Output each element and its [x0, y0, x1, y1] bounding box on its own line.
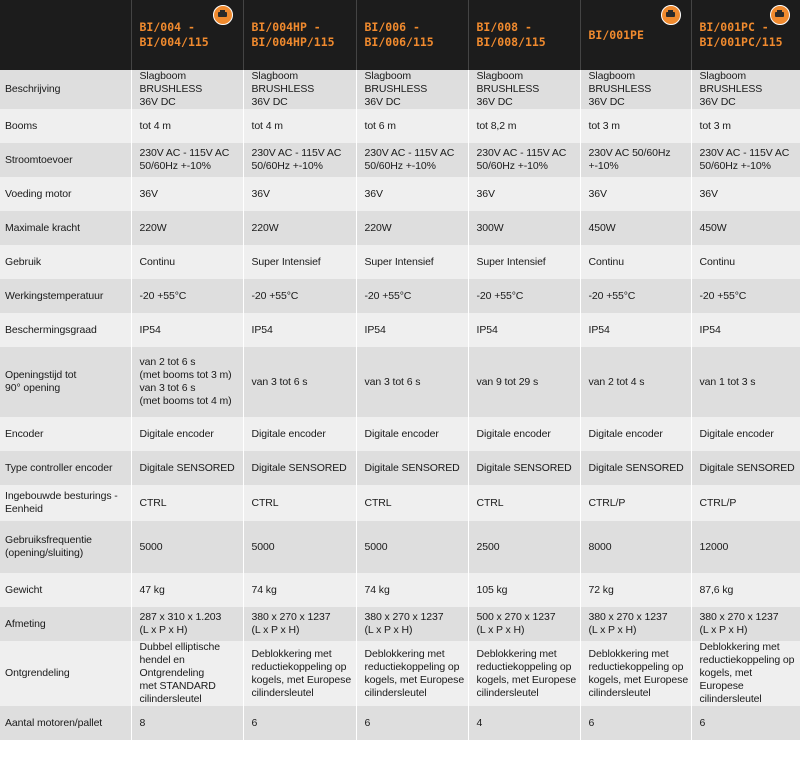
table-cell: tot 3 m: [580, 109, 691, 143]
table-cell: 6: [691, 706, 800, 740]
table-cell: 6: [580, 706, 691, 740]
table-row: [0, 607, 800, 641]
row-label: Booms: [0, 109, 131, 143]
table-cell: 36V: [356, 177, 468, 211]
table-row: [0, 521, 800, 573]
table-cell: 8000: [580, 521, 691, 573]
table-cell: -20 +55°C: [243, 279, 356, 313]
row-label: Stroomtoevoer: [0, 143, 131, 177]
model-name: BI/006 - BI/006/115: [364, 20, 434, 49]
table-cell: 36V: [243, 177, 356, 211]
table-row: [0, 313, 800, 347]
table-cell: 220W: [243, 211, 356, 245]
table-cell: CTRL: [131, 485, 243, 521]
table-cell: Digitale SENSORED: [356, 451, 468, 485]
table-cell: 230V AC - 115V AC 50/60Hz +-10%: [243, 143, 356, 177]
table-cell: Slagboom BRUSHLESS 36V DC: [580, 70, 691, 109]
table-cell: 220W: [356, 211, 468, 245]
model-header-1: [131, 0, 243, 70]
table-cell: IP54: [691, 313, 800, 347]
table-cell: 4: [468, 706, 580, 740]
table-cell: 287 x 310 x 1.203 (L x P x H): [131, 607, 243, 641]
model-name: BI/001PC - BI/001PC/115: [699, 20, 783, 49]
table-cell: IP54: [243, 313, 356, 347]
table-cell: Digitale SENSORED: [691, 451, 800, 485]
barrier-logo-icon: [770, 5, 790, 25]
table-row: [0, 177, 800, 211]
table-cell: 105 kg: [468, 573, 580, 607]
table-cell: IP54: [468, 313, 580, 347]
model-name: BI/004 - BI/004/115: [139, 20, 209, 49]
table-cell: 5000: [131, 521, 243, 573]
table-cell: 230V AC - 115V AC 50/60Hz +-10%: [131, 143, 243, 177]
table-row: [0, 417, 800, 451]
table-cell: Deblokkering met reductiekoppeling op kogels, met Europese cilindersleutel: [356, 641, 468, 706]
table-cell: Digitale SENSORED: [131, 451, 243, 485]
table-cell: Digitale encoder: [243, 417, 356, 451]
table-cell: 220W: [131, 211, 243, 245]
table-cell: CTRL: [243, 485, 356, 521]
table-cell: 36V: [468, 177, 580, 211]
table-cell: Slagboom BRUSHLESS 36V DC: [356, 70, 468, 109]
table-cell: -20 +55°C: [580, 279, 691, 313]
table-cell: 47 kg: [131, 573, 243, 607]
model-name: BI/004HP - BI/004HP/115: [251, 20, 335, 49]
table-cell: Continu: [691, 245, 800, 279]
table-cell: Deblokkering met reductiekoppeling op kogels, met Europese cilindersleutel: [691, 641, 800, 706]
table-cell: Deblokkering met reductiekoppeling op kogels, met Europese cilindersleutel: [468, 641, 580, 706]
table-row: [0, 451, 800, 485]
row-label: Voeding motor: [0, 177, 131, 211]
barrier-logo-icon: [661, 5, 681, 25]
row-label: Gebruik: [0, 245, 131, 279]
table-cell: Digitale encoder: [580, 417, 691, 451]
table-cell: -20 +55°C: [356, 279, 468, 313]
table-cell: Digitale encoder: [468, 417, 580, 451]
table-cell: 230V AC 50/60Hz +-10%: [580, 143, 691, 177]
table-cell: 87,6 kg: [691, 573, 800, 607]
table-cell: 5000: [243, 521, 356, 573]
row-label: Gebruiksfrequentie (opening/sluiting): [0, 521, 131, 573]
table-cell: CTRL/P: [580, 485, 691, 521]
barrier-logo-icon: [213, 5, 233, 25]
table-cell: Digitale encoder: [356, 417, 468, 451]
model-header-6: [691, 0, 800, 70]
table-cell: 36V: [580, 177, 691, 211]
table-cell: 380 x 270 x 1237 (L x P x H): [356, 607, 468, 641]
table-cell: van 3 tot 6 s: [356, 347, 468, 417]
table-cell: IP54: [131, 313, 243, 347]
table-cell: Continu: [131, 245, 243, 279]
table-cell: van 3 tot 6 s: [243, 347, 356, 417]
table-cell: IP54: [580, 313, 691, 347]
table-cell: Digitale encoder: [131, 417, 243, 451]
header-row: [0, 0, 800, 70]
table-cell: Digitale SENSORED: [580, 451, 691, 485]
table-cell: 2500: [468, 521, 580, 573]
model-header-2: [243, 0, 356, 70]
row-label: Ontgrendeling: [0, 641, 131, 706]
table-cell: tot 8,2 m: [468, 109, 580, 143]
row-label: Beschrijving: [0, 70, 131, 109]
table-cell: Digitale SENSORED: [243, 451, 356, 485]
table-row: [0, 245, 800, 279]
table-row: [0, 706, 800, 740]
table-cell: 36V: [131, 177, 243, 211]
table-cell: Digitale SENSORED: [468, 451, 580, 485]
table-cell: -20 +55°C: [691, 279, 800, 313]
model-name: BI/008 - BI/008/115: [476, 20, 546, 49]
table-cell: CTRL: [468, 485, 580, 521]
table-cell: 230V AC - 115V AC 50/60Hz +-10%: [691, 143, 800, 177]
row-label: Type controller encoder: [0, 451, 131, 485]
table-row: [0, 211, 800, 245]
row-label: Werkingstemperatuur: [0, 279, 131, 313]
table-cell: 5000: [356, 521, 468, 573]
table-cell: tot 6 m: [356, 109, 468, 143]
table-cell: Slagboom BRUSHLESS 36V DC: [243, 70, 356, 109]
header-corner: [0, 0, 131, 70]
table-row: [0, 347, 800, 417]
table-row: [0, 109, 800, 143]
table-cell: -20 +55°C: [468, 279, 580, 313]
table-cell: tot 3 m: [691, 109, 800, 143]
table-cell: Slagboom BRUSHLESS 36V DC: [131, 70, 243, 109]
table-cell: tot 4 m: [243, 109, 356, 143]
row-label: Gewicht: [0, 573, 131, 607]
table-cell: 500 x 270 x 1237 (L x P x H): [468, 607, 580, 641]
table-cell: 74 kg: [243, 573, 356, 607]
row-label: Beschermingsgraad: [0, 313, 131, 347]
table-cell: 380 x 270 x 1237 (L x P x H): [580, 607, 691, 641]
table-cell: Dubbel elliptische hendel en Ontgrendeling met STANDARD cilindersleutel: [131, 641, 243, 706]
table-cell: CTRL/P: [691, 485, 800, 521]
table-cell: Slagboom BRUSHLESS 36V DC: [691, 70, 800, 109]
table-cell: IP54: [356, 313, 468, 347]
table-row: [0, 573, 800, 607]
table-cell: 300W: [468, 211, 580, 245]
table-cell: 380 x 270 x 1237 (L x P x H): [243, 607, 356, 641]
row-label: Encoder: [0, 417, 131, 451]
table-cell: Digitale encoder: [691, 417, 800, 451]
table-row: [0, 70, 800, 109]
table-cell: 36V: [691, 177, 800, 211]
row-label: Ingebouwde besturings - Eenheid: [0, 485, 131, 521]
model-header-5: [580, 0, 691, 70]
model-header-4: [468, 0, 580, 70]
row-label: Maximale kracht: [0, 211, 131, 245]
table-row: [0, 279, 800, 313]
table-cell: 230V AC - 115V AC 50/60Hz +-10%: [468, 143, 580, 177]
table-cell: -20 +55°C: [131, 279, 243, 313]
table-cell: Continu: [580, 245, 691, 279]
table-cell: Slagboom BRUSHLESS 36V DC: [468, 70, 580, 109]
table-cell: Super Intensief: [468, 245, 580, 279]
table-cell: 74 kg: [356, 573, 468, 607]
model-header-3: [356, 0, 468, 70]
row-label: Aantal motoren/pallet: [0, 706, 131, 740]
row-label: Openingstijd tot 90° opening: [0, 347, 131, 417]
model-name: BI/001PE: [588, 27, 644, 42]
table-cell: Deblokkering met reductiekoppeling op kogels, met Europese cilindersleutel: [580, 641, 691, 706]
table-cell: 72 kg: [580, 573, 691, 607]
table-cell: 6: [356, 706, 468, 740]
table-row: [0, 485, 800, 521]
table-cell: Deblokkering met reductiekoppeling op kogels, met Europese cilindersleutel: [243, 641, 356, 706]
table-cell: 6: [243, 706, 356, 740]
table-cell: 450W: [691, 211, 800, 245]
table-cell: CTRL: [356, 485, 468, 521]
table-cell: 230V AC - 115V AC 50/60Hz +-10%: [356, 143, 468, 177]
row-label: Afmeting: [0, 607, 131, 641]
table-cell: 8: [131, 706, 243, 740]
table-cell: Super Intensief: [356, 245, 468, 279]
table-cell: van 1 tot 3 s: [691, 347, 800, 417]
table-cell: 450W: [580, 211, 691, 245]
table-cell: tot 4 m: [131, 109, 243, 143]
table-cell: van 2 tot 4 s: [580, 347, 691, 417]
table-cell: van 2 tot 6 s (met booms tot 3 m) van 3 tot 6 s (met booms tot 4 m): [131, 347, 243, 417]
table-cell: 380 x 270 x 1237 (L x P x H): [691, 607, 800, 641]
table-cell: Super Intensief: [243, 245, 356, 279]
table-row: [0, 641, 800, 706]
table-cell: van 9 tot 29 s: [468, 347, 580, 417]
table-row: [0, 143, 800, 177]
table-cell: 12000: [691, 521, 800, 573]
